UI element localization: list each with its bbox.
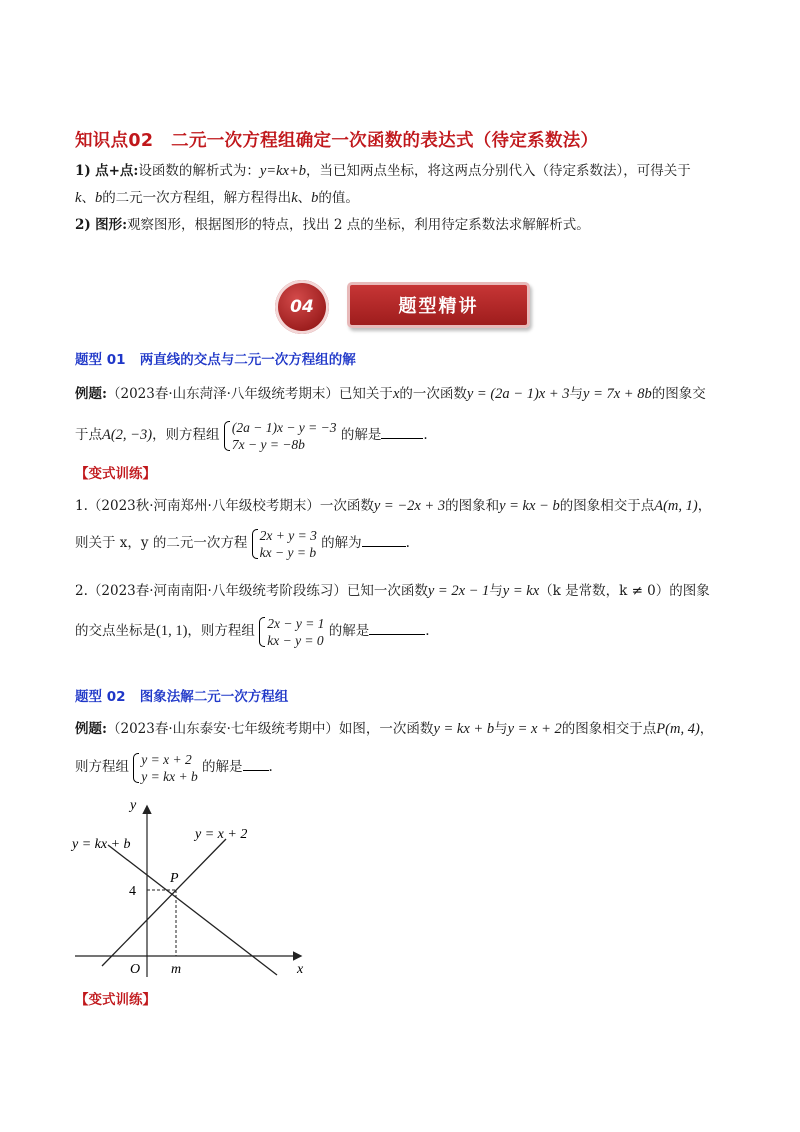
function-graph (60, 795, 320, 985)
section-number-badge: 04 (275, 280, 329, 334)
type2-heading: 题型 02 图象法解二元一次方程组 (75, 689, 289, 705)
answer-blank[interactable] (369, 620, 425, 635)
q2-line2: 的交点坐标是(1, 1)，则方程组 2x − y = 1 kx − y = 0 的解是 . (75, 615, 430, 648)
line-label-kx-b: y = kx + b (72, 837, 131, 852)
kp-item-1-line2: k、b的二元一次方程组，解方程得出k、b的值。 (75, 190, 359, 206)
line-label-x-2: y = x + 2 (195, 827, 248, 842)
equation-system: y = x + 2 y = kx + b (133, 751, 197, 785)
type2-example-line1: 例题:（2023春·山东泰安·七年级统考期中）如图，一次函数y = kx + b与y = x + 2的图象相交于点P(m, 4)， (75, 721, 714, 737)
section-title: 知识点02 二元一次方程组确定一次函数的表达式（待定系数法） (75, 131, 599, 151)
practice-label-1: 【变式训练】 (75, 466, 156, 482)
equation-system: (2a − 1)x − y = −3 7x − y = −8b (224, 419, 337, 453)
answer-blank[interactable] (381, 424, 423, 439)
type1-heading: 题型 01 两直线的交点与二元一次方程组的解 (75, 352, 356, 368)
line-y-x-plus-2 (102, 839, 226, 966)
origin-label: O (130, 962, 141, 977)
equation-system: 2x − y = 1 kx − y = 0 (259, 615, 324, 649)
q1-line1: 1.（2023秋·河南郑州·八年级校考期末）一次函数y = −2x + 3的图象和y = kx − b的图象相交于点A(m, 1)， (75, 498, 712, 514)
kp-item-1: 1) 点+点:设函数的解析式为：y=kx+b，当已知两点坐标，将这两点分别代入（待定系数法），可得关于 (75, 163, 691, 179)
y-tick-label: 4 (129, 884, 136, 899)
point-label: P (170, 871, 179, 886)
type2-example-line2: 则方程组 y = x + 2 y = kx + b 的解是 . (75, 751, 273, 784)
type1-example-line1: 例题:（2023春·山东菏泽·八年级统考期末）已知关于x的一次函数y = (2a − 1)x + 3与y = 7x + 8b的图象交 (75, 386, 706, 402)
answer-blank[interactable] (243, 756, 269, 771)
equation-system: 2x + y = 3 kx − y = b (252, 527, 317, 561)
q2-line1: 2.（2023春·河南南阳·八年级统考阶段练习）已知一次函数y = 2x − 1与y = kx（k 是常数，k ≠ 0）的图象 (75, 583, 710, 599)
answer-blank[interactable] (362, 532, 406, 547)
y-axis-label: y (130, 798, 137, 813)
practice-label-2: 【变式训练】 (75, 992, 156, 1008)
q1-line2: 则关于 x，y 的二元一次方程 2x + y = 3 kx − y = b 的解为 . (75, 527, 410, 560)
x-tick-label: m (171, 962, 182, 977)
kp-item-2: 2) 图形:观察图形，根据图形的特点，找出 2 点的坐标，利用待定系数法求解解析式。 (75, 217, 590, 233)
section-label-banner: 题型精讲 (347, 282, 530, 328)
type1-example-line2: 于点A(2, −3)，则方程组 (2a − 1)x − y = −3 7x − y = −8b 的解是 . (75, 419, 428, 452)
x-axis-label: x (297, 962, 304, 977)
